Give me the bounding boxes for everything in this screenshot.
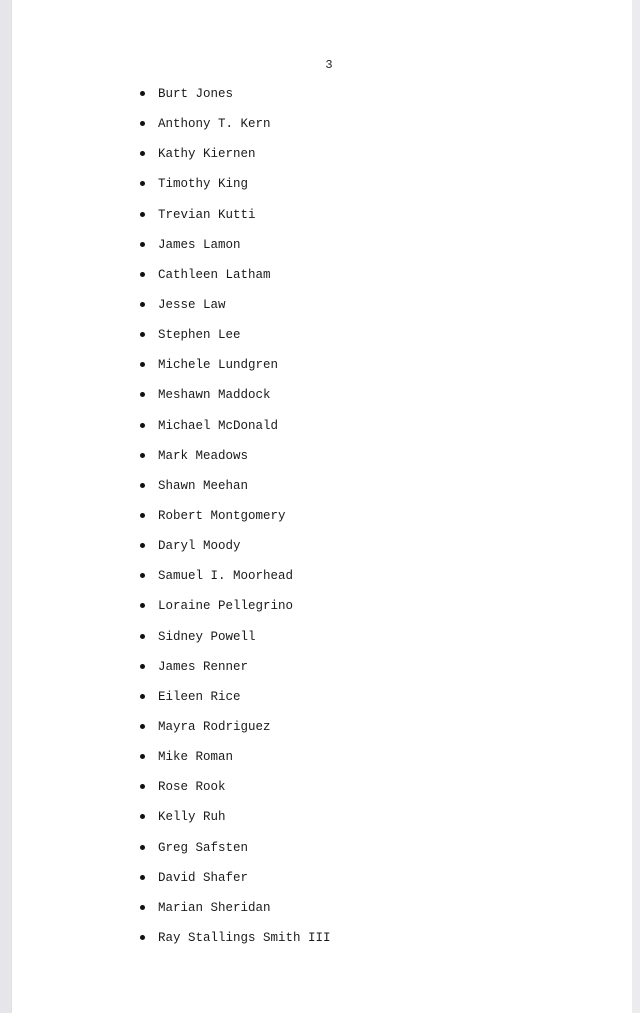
list-item-text: Eileen Rice [158,689,241,704]
bullet-icon [140,694,145,699]
list-item-text: Michele Lundgren [158,358,279,373]
bullet-icon [140,151,145,156]
list-item-text: Jesse Law [158,297,226,312]
document-page [12,0,632,1013]
bullet-icon [140,875,145,880]
list-item-text: Greg Safsten [158,840,249,855]
bullet-icon [140,664,145,669]
list-item-text: Sidney Powell [158,629,256,644]
bullet-icon [140,302,145,307]
bullet-icon [140,91,145,96]
list-item-text: Mike Roman [158,750,234,765]
bullet-icon [140,814,145,819]
bullet-icon [140,483,145,488]
list-item-text: Cathleen Latham [158,267,271,282]
list-item-text: Meshawn Maddock [158,388,271,403]
bullet-icon [140,634,145,639]
list-item-text: David Shafer [158,870,249,885]
bullet-icon [140,784,145,789]
list-item-text: Timothy King [158,177,249,192]
list-item-text: James Renner [158,659,249,674]
bullet-icon [140,603,145,608]
list-item-text: Rose Rook [158,780,226,795]
list-item-text: Robert Montgomery [158,508,286,523]
list-item-text: James Lamon [158,237,241,252]
bullet-icon [140,272,145,277]
bullet-icon [140,242,145,247]
bullet-icon [140,362,145,367]
list-item-text: Stephen Lee [158,328,241,343]
bullet-icon [140,905,145,910]
page-number-text: 3 [325,58,333,72]
list-item-text: Ray Stallings Smith III [158,930,331,945]
list-item-text: Samuel I. Moorhead [158,569,294,584]
bullet-icon [140,573,145,578]
list-item-text: Daryl Moody [158,539,241,554]
bullet-icon [140,724,145,729]
list-item-text: Trevian Kutti [158,207,256,222]
list-item-text: Kelly Ruh [158,810,226,825]
list-item-text: Kathy Kiernen [158,147,256,162]
list-item-text: Marian Sheridan [158,900,271,915]
list-item-text: Loraine Pellegrino [158,599,294,614]
bullet-icon [140,423,145,428]
list-item-text: Mayra Rodriguez [158,719,271,734]
bullet-icon [140,754,145,759]
bullet-icon [140,845,145,850]
bullet-icon [140,453,145,458]
bullet-icon [140,513,145,518]
bullet-icon [140,392,145,397]
bullet-icon [140,121,145,126]
list-item-text: Burt Jones [158,87,234,101]
viewer-background-edge [632,0,640,1013]
list-item-text: Michael McDonald [158,418,279,433]
bullet-icon [140,181,145,186]
list-item-text: Mark Meadows [158,448,249,463]
bullet-icon [140,332,145,337]
bullet-icon [140,212,145,217]
list-item-text: Anthony T. Kern [158,117,271,132]
list-item-text: Shawn Meehan [158,478,249,493]
bullet-icon [140,543,145,548]
page-number [12,58,632,72]
bullet-icon [140,935,145,940]
